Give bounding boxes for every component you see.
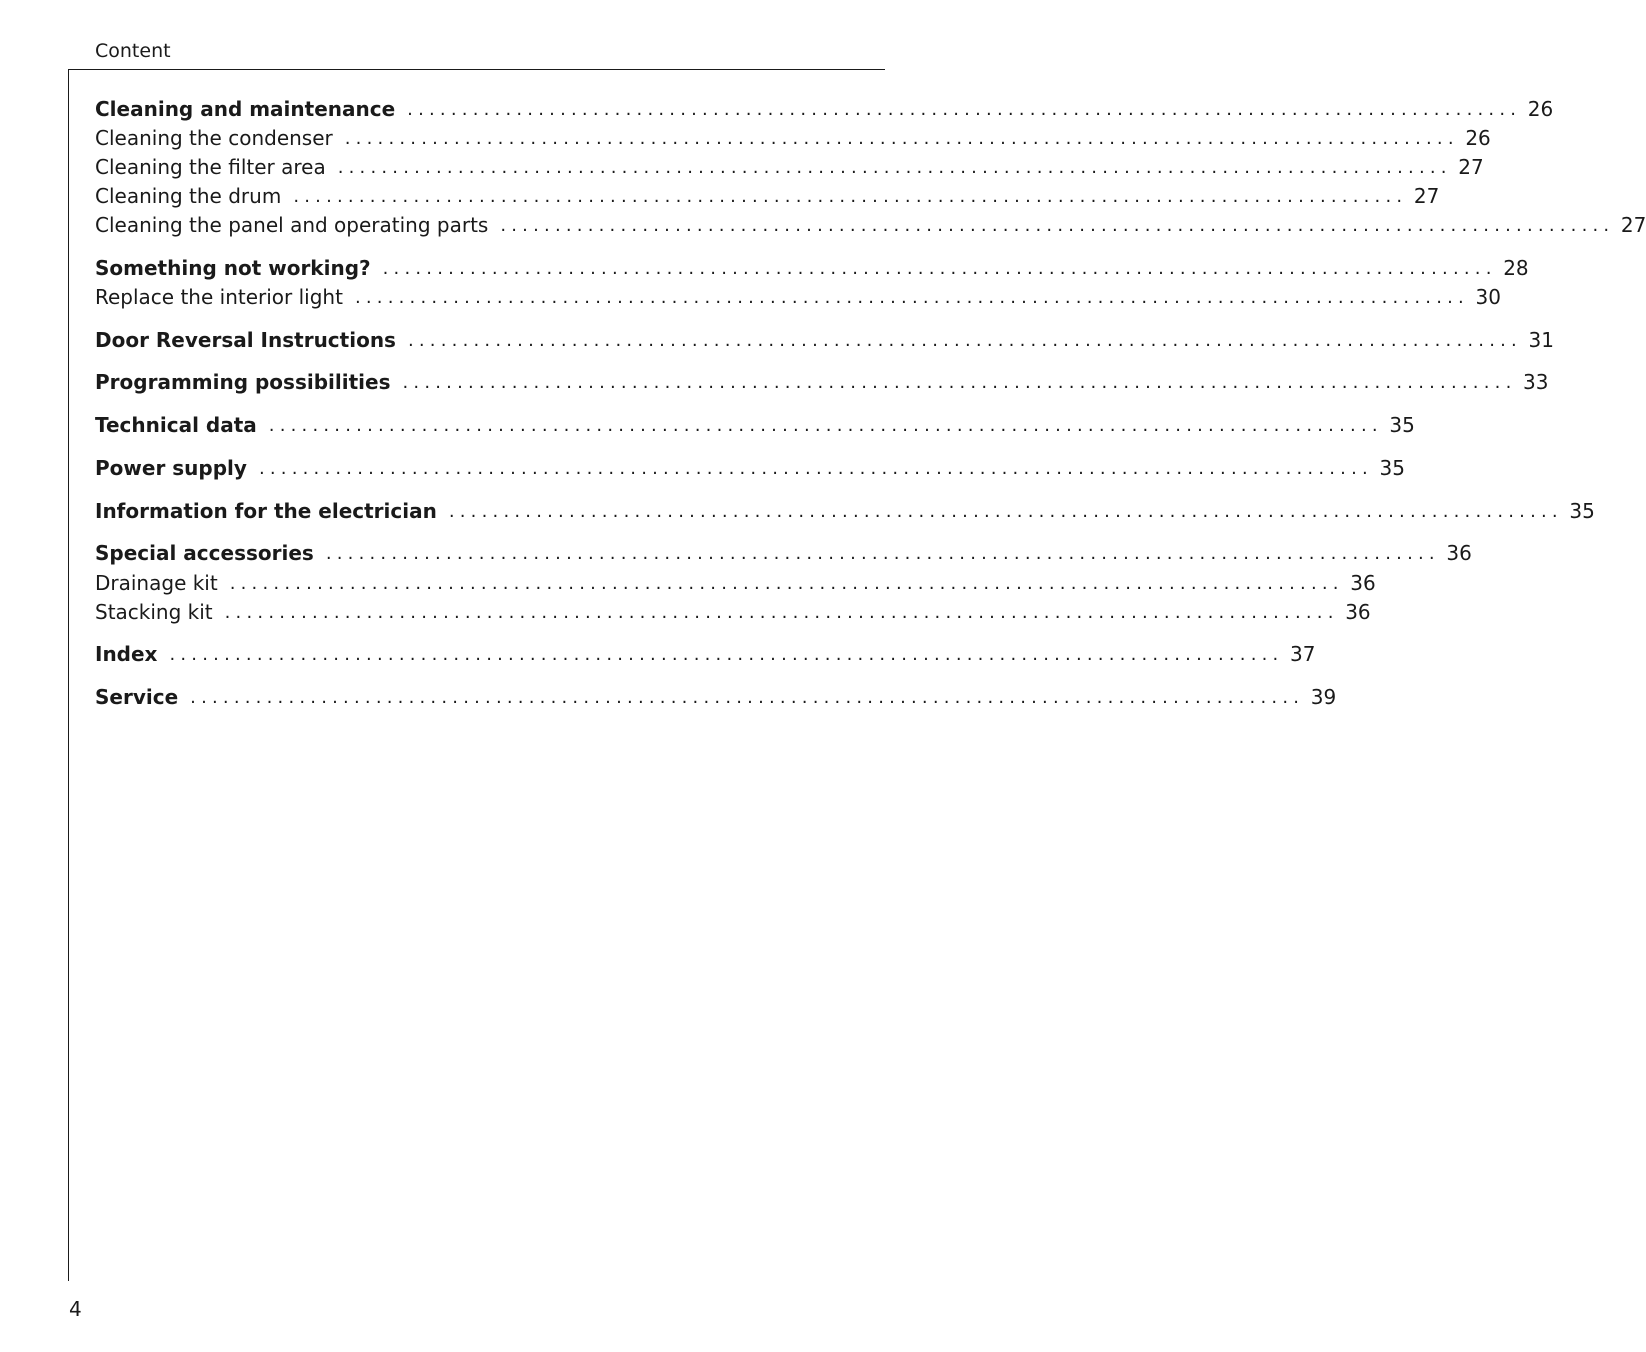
toc-leader-dots: ...................................................................................................... (268, 415, 1383, 436)
page-header-title: Content (95, 40, 171, 62)
toc-entry-page: 33 (1523, 370, 1549, 394)
toc-entry-label: Programming possibilities (95, 370, 391, 394)
toc-entry[interactable] (95, 254, 1529, 283)
toc-leader-dots: ...................................................................................................... (344, 128, 1459, 149)
toc-leader-dots: ...................................................................................................... (190, 687, 1305, 708)
toc-entry-page: 31 (1528, 328, 1554, 352)
toc-entry-page: 35 (1389, 413, 1415, 437)
toc-entry[interactable] (95, 326, 1554, 355)
toc-entry-label: Cleaning the filter area (95, 155, 326, 179)
toc-entry-page: 36 (1350, 571, 1376, 595)
toc-leader-dots: ...................................................................................................... (224, 602, 1339, 623)
toc-entry-page: 28 (1503, 256, 1529, 280)
toc-entry-page: 37 (1290, 642, 1316, 666)
toc-entry-page: 39 (1310, 685, 1337, 709)
toc-entry[interactable] (95, 124, 1491, 153)
toc-entry-label: Cleaning the panel and operating parts (95, 213, 489, 237)
toc-entry[interactable] (95, 411, 1415, 440)
toc-entry-label: Cleaning the condenser (95, 126, 333, 150)
toc-entry-label: Door Reversal Instructions (95, 328, 396, 352)
toc-leader-dots: ...................................................................................................... (407, 330, 1522, 351)
toc-entry[interactable] (95, 95, 1554, 124)
toc-entry-label: Index (95, 642, 158, 666)
toc-entry[interactable] (95, 497, 1595, 526)
toc-entry[interactable] (95, 598, 1371, 627)
toc-entry-page: 27 (1620, 213, 1646, 237)
toc-entry-label: Something not working? (95, 256, 371, 280)
toc-leader-dots: ...................................................................................................... (500, 215, 1615, 236)
toc-entry-page: 36 (1446, 541, 1472, 565)
toc-entry[interactable] (95, 640, 1316, 669)
toc-leader-dots: ...................................................................................................... (448, 501, 1563, 522)
page-number: 4 (69, 1297, 82, 1321)
toc-entry-label: Service (95, 685, 179, 709)
toc-leader-dots: ...................................................................................................... (337, 157, 1452, 178)
toc-entry-page: 35 (1569, 499, 1595, 523)
toc-entry-page: 36 (1345, 600, 1371, 624)
toc-entry[interactable] (95, 283, 1501, 312)
toc-entry[interactable] (95, 569, 1376, 598)
toc-entry-page: 27 (1458, 155, 1484, 179)
toc-entry-page: 35 (1379, 456, 1405, 480)
toc-entry-label: Technical data (95, 413, 257, 437)
toc-entry[interactable] (95, 153, 1484, 182)
toc-leader-dots: ...................................................................................................... (293, 186, 1408, 207)
toc-leader-dots: ...................................................................................................... (229, 573, 1344, 594)
toc-leader-dots: ...................................................................................................... (354, 287, 1469, 308)
toc-entry-label: Stacking kit (95, 600, 213, 624)
toc-leader-dots: ...................................................................................................... (402, 372, 1517, 393)
margin-rule (68, 69, 69, 1281)
toc-entry-page: 26 (1465, 126, 1491, 150)
toc-entry-page: 26 (1527, 97, 1554, 121)
toc-entry-page: 30 (1475, 285, 1501, 309)
toc-entry-label: Cleaning the drum (95, 184, 282, 208)
toc-leader-dots: ...................................................................................................... (407, 99, 1522, 120)
toc-leader-dots: ...................................................................................................... (325, 543, 1440, 564)
toc-entry[interactable] (95, 683, 1337, 712)
toc-entry[interactable] (95, 454, 1405, 483)
toc-leader-dots: ...................................................................................................... (382, 258, 1497, 279)
toc-entry[interactable] (95, 211, 1646, 240)
toc-leader-dots: ...................................................................................................... (258, 458, 1373, 479)
toc-entry-page: 27 (1413, 184, 1440, 208)
toc-entry-label: Cleaning and maintenance (95, 97, 396, 121)
toc-entry-label: Replace the interior light (95, 285, 343, 309)
toc-entry-label: Power supply (95, 456, 247, 480)
toc-entry[interactable] (95, 368, 1549, 397)
toc-entry[interactable] (95, 182, 1440, 211)
header-rule (68, 69, 885, 70)
toc-entry-label: Drainage kit (95, 571, 218, 595)
toc-entry-label: Information for the electrician (95, 499, 437, 523)
toc-entry-label: Special accessories (95, 541, 314, 565)
toc-leader-dots: ...................................................................................................... (169, 644, 1284, 665)
toc-entry[interactable] (95, 539, 1472, 568)
